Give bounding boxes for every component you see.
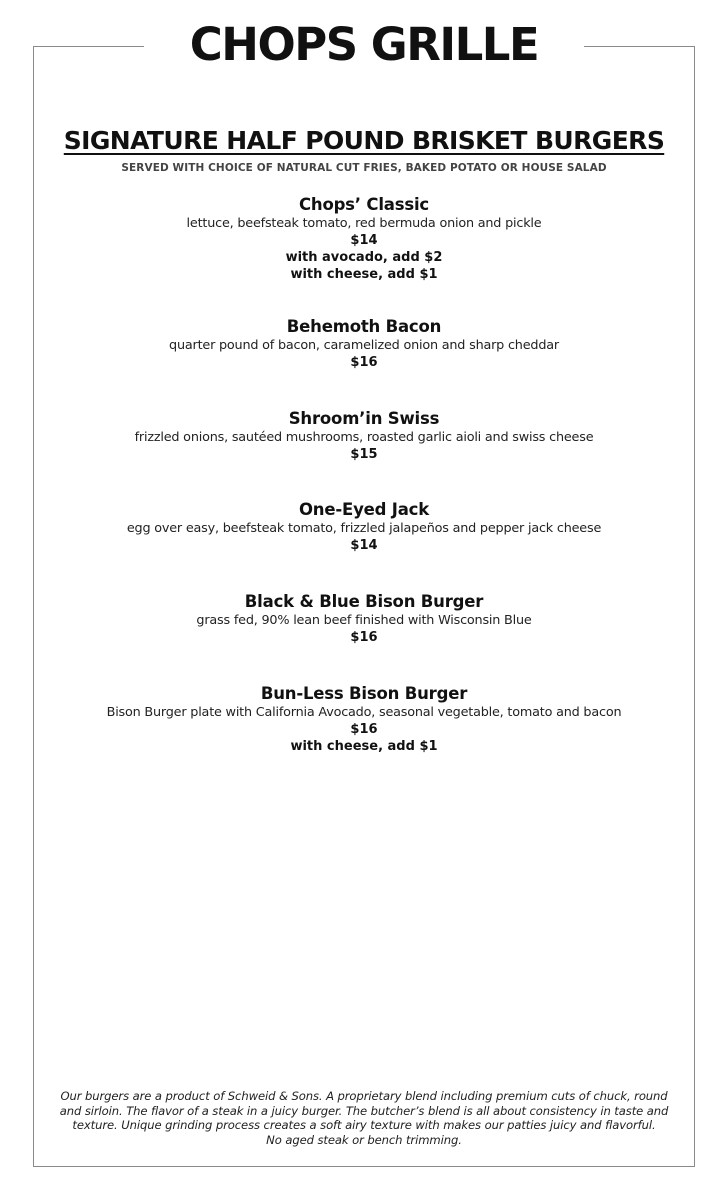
header xyxy=(0,14,728,76)
item-price: $14 xyxy=(350,233,378,248)
item-price: $15 xyxy=(350,447,378,462)
item-name: One-Eyed Jack xyxy=(298,500,429,519)
item-description: grass fed, 90% lean beef finished with Wisconsin Blue xyxy=(196,613,532,628)
menu-item xyxy=(34,592,694,646)
section-subtitle: SERVED WITH CHOICE OF NATURAL CUT FRIES, BAKED POTATO OR HOUSE SALAD xyxy=(121,162,607,174)
footer-line: No aged steak or bench trimming. xyxy=(266,1132,462,1147)
item-description: quarter pound of bacon, caramelized onion and sharp cheddar xyxy=(169,338,559,353)
item-description: Bison Burger plate with California Avocado, seasonal vegetable, tomato and bacon xyxy=(106,705,622,720)
item-description: lettuce, beefsteak tomato, red bermuda onion and pickle xyxy=(186,216,542,231)
footer-line: texture. Unique grinding process creates a soft airy texture with makes our patties juicy and flavorful. xyxy=(72,1118,656,1132)
menu-item xyxy=(34,409,694,463)
menu-item xyxy=(34,317,694,371)
item-name: Bun-Less Bison Burger xyxy=(260,684,468,703)
item-price: $16 xyxy=(350,722,378,737)
footer-line: and sirloin. The flavor of a steak in a juicy burger. The butcher’s blend is all about consistency in taste and xyxy=(59,1103,669,1118)
section-title: SIGNATURE HALF POUND BRISKET BURGERS xyxy=(63,126,665,155)
item-name: Behemoth Bacon xyxy=(286,317,442,336)
item-price: $16 xyxy=(350,355,378,370)
item-addon: with cheese, add $1 xyxy=(290,267,438,282)
item-description: frizzled onions, sautéed mushrooms, roasted garlic aioli and swiss cheese xyxy=(134,430,594,445)
menu-item xyxy=(34,684,694,755)
item-addon: with avocado, add $2 xyxy=(285,250,443,265)
item-price: $16 xyxy=(350,630,378,645)
menu-items xyxy=(34,195,694,755)
item-name: Chops’ Classic xyxy=(298,195,429,214)
restaurant-name: CHOPS GRILLE xyxy=(144,14,584,76)
menu-item xyxy=(34,195,694,283)
item-description: egg over easy, beefsteak tomato, frizzled jalapeños and pepper jack cheese xyxy=(126,521,602,536)
footer-line: Our burgers are a product of Schweid & Sons. A proprietary blend including premium cuts of chuck, round xyxy=(60,1089,668,1103)
menu-item xyxy=(34,500,694,554)
item-name: Shroom’in Swiss xyxy=(288,409,440,428)
item-addon: with cheese, add $1 xyxy=(290,739,438,754)
footer-note xyxy=(34,1089,694,1147)
item-price: $14 xyxy=(350,538,378,553)
item-name: Black & Blue Bison Burger xyxy=(244,592,484,611)
